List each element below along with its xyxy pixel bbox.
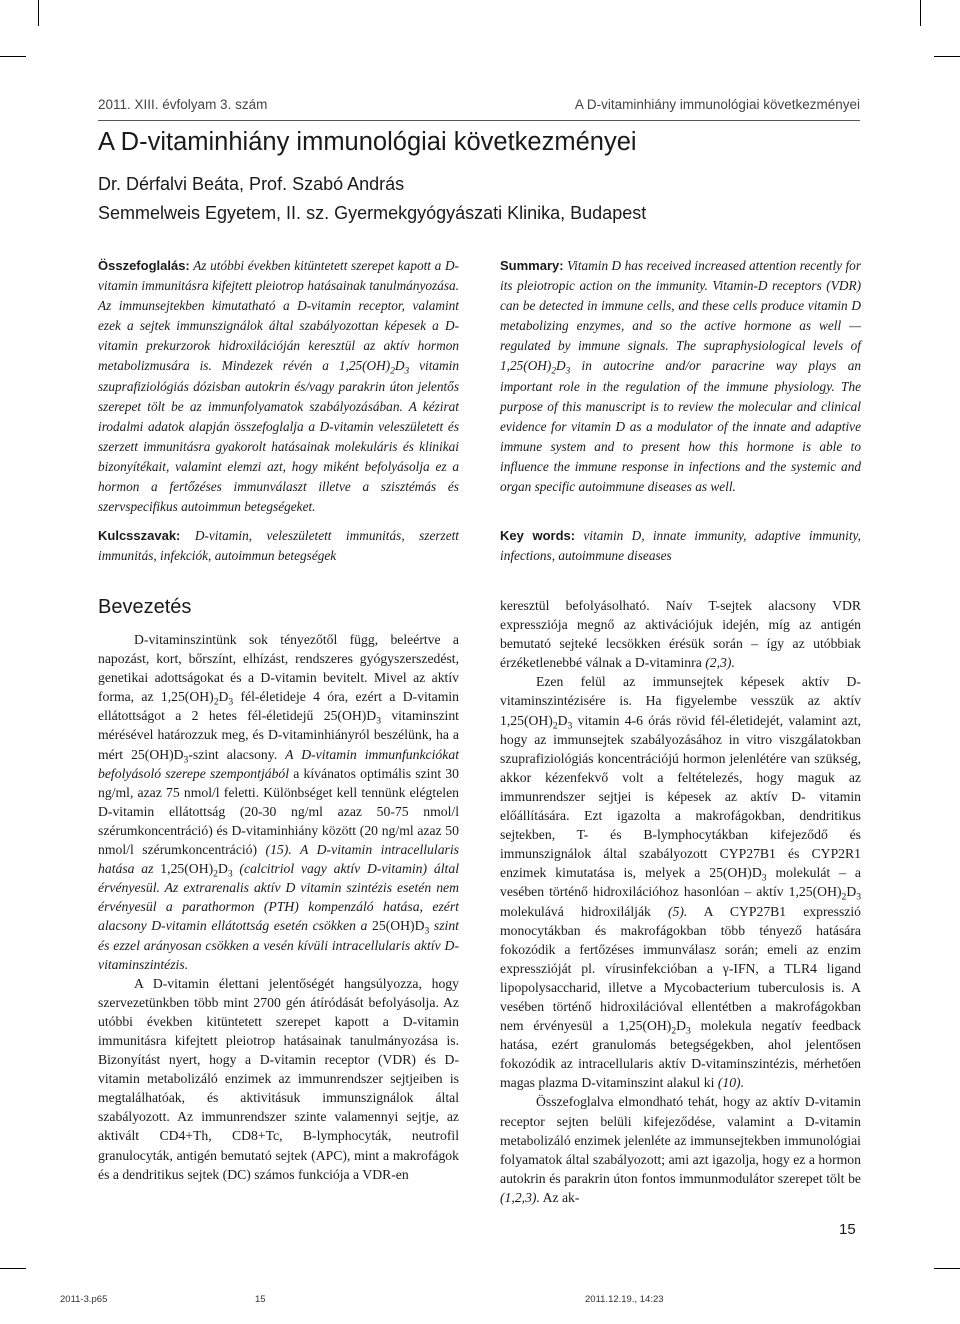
subscript: 3 [228, 697, 234, 709]
text: vitaminszint mérésével határozzuk meg, és D-vitaminhiányról beszélünk, ha a mért 25(OH)D [98, 708, 459, 762]
abstract-en-text: in autocrine and/or paracrine way plays an important role in the regulation of the immune physiology. The purpose of this manuscript is to review the molecular and clinical evidence for vitamin D as a modulator of the innate and adaptive immune system and to present how this hormone is able to influence the immune response in infections and the systemic and organ specific autoimmune diseases as well. [500, 358, 861, 495]
text: molekulát – a vesében történő hidroxilációhoz hasonlóan – aktív 1,25(OH) [500, 865, 862, 900]
crop-mark [0, 56, 26, 57]
paragraph [500, 1092, 861, 1207]
page-number: 15 [839, 1221, 856, 1238]
subscript: 3 [856, 892, 861, 904]
crop-mark [920, 0, 921, 26]
subscript: 2 [390, 367, 395, 378]
abstract-hu [98, 256, 459, 517]
subscript: 2 [551, 367, 556, 378]
subscript: 2 [671, 1025, 677, 1037]
citation: (5). [667, 903, 688, 919]
authors: Dr. Dérfalvi Beáta, Prof. Szabó András [98, 174, 405, 194]
affiliation: Semmelweis Egyetem, II. sz. Gyermekgyógyászati Klinika, Budapest [98, 203, 647, 223]
abstract-en [500, 256, 861, 497]
text: Összefoglalva elmondható tehát, hogy az aktív D-vitamin receptor sejten belüli kifejeződése, valamint a D-vitamin metabolizáló enzimek jelenléte az immunsejtekben immunológiai folyamatok által szabályozott; ami azt igazolja, hogy ez a hormon autokrin és parakrin úton fontos immunmodulátor szerepet tölt be [500, 1094, 861, 1186]
subscript: 3 [761, 873, 767, 885]
abstract-hu-text: vitamin szuprafiziológiás dózisban autokrin és/vagy parakrin úton jelentős szerepet tölt be az immunfolyamatok szabályozásában. A kézirat irodalmi adatok alapján összefoglalja a D-vitamin veleszületett és szerzett immunitásra gyakorolt hatásainak molekuláris és klinikai bizonyítékait, valamint elemzi azt, hogy miként befolyásolja ez a hormon a fertőzéses immunválaszt illetve a szisztémás és szervspecifikus autoimmun betegségeket. [98, 358, 459, 515]
keywords-en-text: vitamin D, innate immunity, adaptive immunity, infections, autoimmune diseases [500, 528, 862, 564]
subscript: 3 [424, 926, 430, 938]
subscript: 2 [213, 868, 218, 880]
body-column-left [98, 630, 459, 1184]
text: A CYP27B1 expresszió monocytákban és makrofágokban több tényező hatására fokozódik a fertőzéses immunválasz során; emeli az enzim expresszióját pl. vírusinfekcióban a γ-IFN, a TLR4 ligand lipopolysaccharid, illetve a Mycobacterium tuberculosis is. A vesében történő hidroxilációval ellentétben a makrofágokban nem érvényesül a 1,25(OH) [500, 903, 861, 1034]
footer-page: 15 [255, 1294, 266, 1305]
italic-text: (calcitriol vagy aktív D-vitamin) által érvényesül. Az extrarenalis aktív D vitamin szintézis esetén nem érvényesül a parathormon (PTH) kompenzáló hatása, ezért alacsony D-vitamin ellátottság esetén csökken a [98, 861, 459, 934]
text: D [846, 884, 857, 900]
subscript: 3 [227, 868, 233, 880]
crop-mark [38, 0, 39, 26]
crop-mark [934, 56, 960, 57]
abstract-hu-text: Az utóbbi években kitüntetett szerepet kapott a D-vitamin immunitásra kifejtett pleiotrop hatásainak tanulmányozása. Az immunsejtekben kimutatható a D-vitamin receptor, valamint ezek a sejtek immunszignálok által szabályozottan képesek a D-vitamin prekurzorok hidroxilációján keresztül az aktív hormon metabolizmusára is. Mindezek révén a 1,25(OH) [98, 258, 459, 374]
subscript: 3 [376, 716, 381, 728]
text: D [676, 1018, 687, 1034]
subscript: 3 [183, 754, 189, 766]
abstract-en-label: Summary: [500, 258, 564, 273]
subscript: 2 [552, 720, 558, 732]
keywords-hu-text: D-vitamin, veleszületett immunitás, szerzett immunitás, infekciók, autoimmun betegségek [98, 528, 459, 564]
keywords-hu-label: Kulcsszavak: [98, 528, 181, 543]
text: -szint alacsony. [188, 746, 286, 762]
text: vitamin 4-6 órás rövid fél-életidejét, valamint azt, hogy az immunsejtek szabályozásához in vitro viszgálatokban szuprafiziológiás koncentrációjú hormon jelenlétére van szükség, akkor kézenfekvő volt a feltételezés, hogy maguk az immunrendszer sejtjei is képesek az aktív D- vitamin előállítására. Ezt igazolta a makrofágokban, dendritikus sejtekben, T- és B-lymphocytákban kifejeződő és immunszignálok által szabályozott CYP27B1 és CYP2R1 enzimek kimutatása is, melyek a 25(OH)D [500, 712, 861, 881]
text: 1,25(OH) [160, 861, 214, 877]
running-header-left: 2011. XIII. évfolyam 3. szám [98, 97, 268, 112]
subscript: 3 [565, 367, 571, 378]
paragraph [500, 596, 861, 672]
subscript: 3 [567, 720, 573, 732]
paragraph [500, 672, 861, 1092]
italic-text: A D-vitamin immunfunkciókat befolyásoló szerepe szempontjából [98, 746, 459, 781]
keywords-hu [98, 526, 459, 566]
paragraph [98, 630, 459, 974]
citation: (1,2,3). [500, 1189, 540, 1205]
abstract-en-text: D [556, 358, 566, 374]
article-title: A D-vitaminhiány immunológiai következményei [98, 128, 637, 156]
text: fél-életideje 4 óra, ezért a D-vitamin ellátottságot a 2 hetes fél-életidejű 25(OH)D [98, 689, 460, 724]
header-rule [98, 120, 860, 121]
running-header-right: A D-vitaminhiány immunológiai következményei [574, 97, 860, 112]
italic-text: szint és ezzel arányosan csökken a vesén kívüli intracellularis aktív D-vitaminszintézis. [98, 918, 459, 972]
abstract-hu-label: Összefoglalás: [98, 258, 190, 273]
text: D [218, 689, 229, 705]
text: molekula negatív feedback hatása, ezért granulomás betegségekben, ahol jelentősen fokozódik az intracellularis aktív D-vitaminszintézis, mérhetően magas plazma D-vitaminszint alakul ki [500, 1018, 861, 1091]
subscript: 2 [841, 892, 847, 904]
crop-mark [0, 1268, 26, 1269]
citation: (15). [265, 842, 292, 858]
abstract-hu-text: D [394, 358, 405, 374]
crop-mark [934, 1268, 960, 1269]
citation: (10). [717, 1075, 745, 1091]
text: molekulává hidroxilálják [500, 903, 668, 919]
text: D [557, 712, 568, 728]
abstract-en-text: Vitamin D has received increased attention recently for its pleiotropic action on the immunity. Vitamin-D receptors (VDR) can be detected in immune cells, and these cells produce vitamin D metabolizing enzymes, and so the active hormone as well — regulated by immune signals. The supraphysiological levels of 1,25(OH) [500, 258, 861, 374]
paragraph: A D-vitamin élettani jelentőségét hangsúlyozza, hogy szervezetünkben több mint 2700 gén átíródását befolyásolja. Az utóbbi években kitüntetett szerepet kapott a D-vitamin immunitásra kifejtett pleiotrop hatásainak tanulmányozása is. Bizonyítást nyert, hogy a D-vitamin receptor (VDR) és D-vitamin metabolizáló enzimek az immunrendszer sejtjeiben is megtalálhatóak, és aktivitásuk immunszignálok által szabályozott. Az immunrendszer szinte valamennyi sejtje, az aktivált CD4+Th, CD8+Tc, B-lymphocyták, neutrofil granulocyták, antigén bemutató sejtek (APC), mint a makrofágok és a dendritikus sejtek (DC) számos funkciója a VDR-en [98, 975, 459, 1182]
section-heading: Bevezetés [98, 596, 192, 618]
text: Az ak- [539, 1189, 580, 1205]
text: D-vitaminszintünk sok tényezőtől függ, beleértve a napozást, kort, bőrszínt, elhízást, rendszeres gyógyszerszedést, genetikai adottságokat és a D-vitamin bevitelt. Mivel az aktív forma, az 1,25(OH) [98, 632, 459, 705]
subscript: 3 [404, 367, 410, 378]
subscript: 3 [686, 1025, 691, 1037]
italic-text: A D-vitamin intracellularis hatása az [98, 842, 460, 877]
body-column-right [500, 596, 861, 1207]
subscript: 2 [213, 697, 219, 709]
text: keresztül befolyásolható. Naív T-sejtek alacsony VDR expressziója megnő az aktivációjuk idején, míg az antigén bemutató sejteké lecsökken érésük során – így az utóbbiak érzéketlenebbé válnak a D-vitaminra [500, 598, 861, 671]
footer-file: 2011-3.p65 [60, 1294, 108, 1305]
text: 25(OH)D [372, 918, 425, 934]
citation: (2,3). [705, 655, 735, 671]
footer-timestamp: 2011.12.19., 14:23 [585, 1294, 664, 1305]
text: Ezen felül az immunsejtek képesek aktív D-vitaminszintézisére is. Ha figyelembe vesszük az aktív 1,25(OH) [500, 674, 861, 728]
text: a kívánatos optimális szint 30 ng/ml, azaz 75 nmol/l feletti. Különbséget kell tennünk elégtelen D-vitamin ellátottság (20-30 ng/ml azaz 50-75 nmol/l szérumkoncentráció) és D-vitaminhiány között (20 ng/ml azaz 50 nmol/l szérumkoncentráció) [98, 765, 459, 858]
text: D [217, 861, 228, 877]
keywords-en-label: Key words: [500, 528, 576, 543]
keywords-en [500, 526, 861, 566]
